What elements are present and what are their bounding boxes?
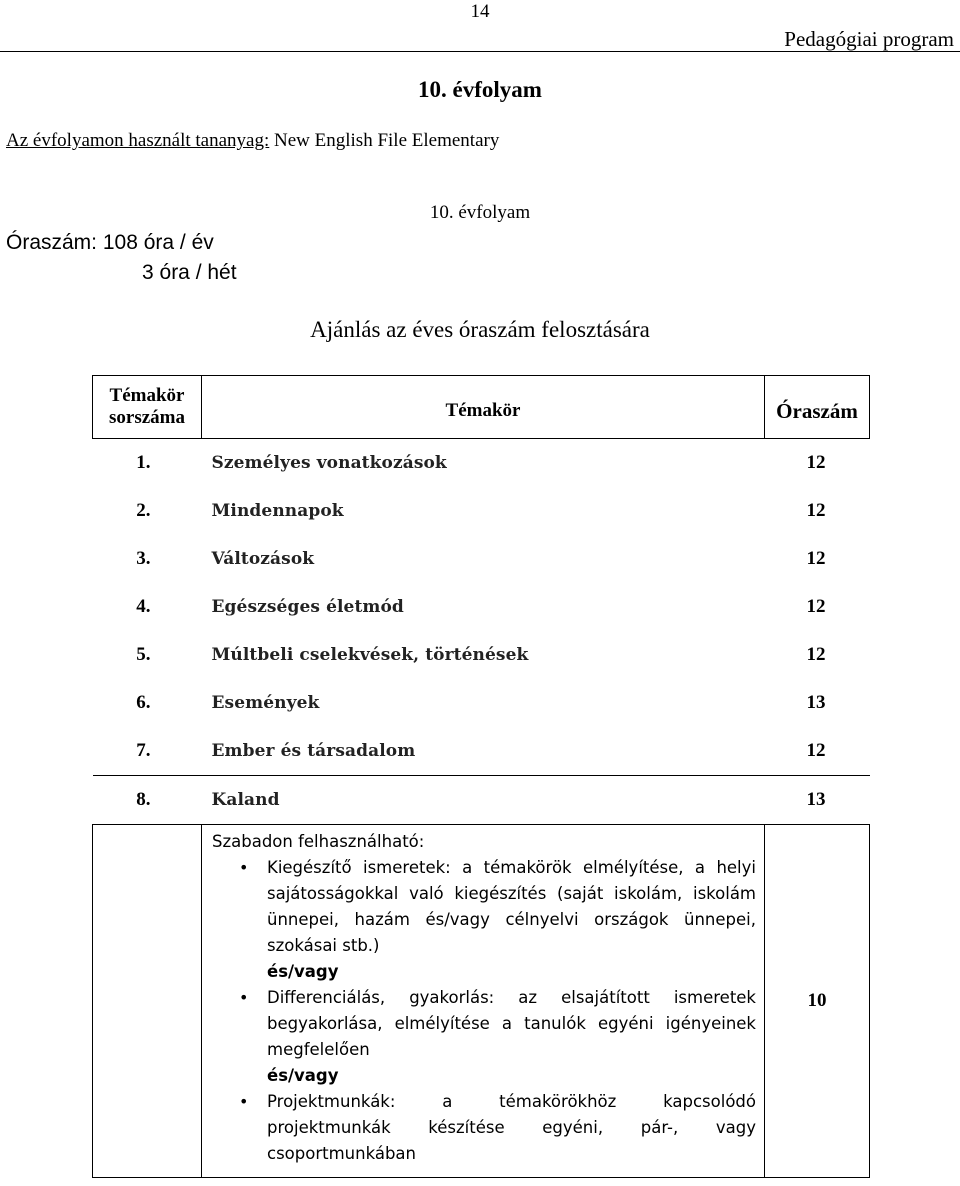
row-num: 3. (136, 548, 151, 569)
row-num: 7. (136, 740, 151, 761)
row-topic: Mindennapok (211, 501, 344, 521)
free-use-hours: 10 (765, 825, 870, 1178)
free-use-row (93, 825, 870, 1178)
row-topic: Események (211, 693, 320, 713)
free-use-item-text: Projektmunkák: a témakörökhöz kapcsolódó projektmunkák készítése egyéni, pár-, vagy csoportmunkában (267, 1092, 756, 1163)
list-item (212, 1089, 756, 1167)
material-value: New English File Elementary (269, 130, 500, 151)
row-hours: 13 (765, 776, 870, 825)
free-use-list (212, 855, 756, 959)
header-hours: Óraszám (765, 376, 870, 439)
row-num: 4. (136, 596, 151, 617)
bullet-icon: • (239, 1092, 249, 1111)
row-hours: 12 (806, 452, 826, 473)
grade-title: 10. évfolyam (418, 77, 542, 102)
bullet-icon: • (239, 858, 249, 877)
row-hours: 12 (806, 740, 826, 761)
free-use-num-cell (93, 825, 202, 1178)
list-item (212, 855, 756, 959)
list-item (212, 985, 756, 1063)
table-row (93, 679, 870, 727)
table-row (93, 439, 870, 488)
free-use-or: és/vagy (267, 1066, 339, 1085)
row-hours: 12 (806, 548, 826, 569)
bullet-icon: • (239, 988, 249, 1007)
material-label: Az évfolyamon használt tananyag: (6, 130, 270, 151)
free-use-heading: Szabadon felhasználható: (212, 832, 425, 851)
table-row (93, 583, 870, 631)
row-hours: 12 (806, 596, 826, 617)
free-use-cell (202, 825, 765, 1178)
table-row (93, 535, 870, 583)
row-num: 2. (136, 500, 151, 521)
free-use-list (212, 985, 756, 1063)
table-row (93, 776, 870, 825)
page-number: 14 (470, 1, 490, 22)
row-topic: Kaland (202, 776, 765, 825)
free-use-item-text: Kiegészítő ismeretek: a témakörök elmélyítése, a helyi sajátosságokkal való kiegészítés (saját iskolám, iskolám ünnepei, hazám és/vagy célnyelvi országok ünnepei, szokásai stb.) (267, 858, 756, 955)
free-use-or: és/vagy (267, 962, 339, 981)
row-num: 1. (136, 452, 151, 473)
table-row (93, 631, 870, 679)
row-topic: Ember és társadalom (211, 741, 416, 761)
free-use-list (212, 1089, 756, 1167)
row-topic: Egészséges életmód (211, 597, 404, 617)
row-num: 8. (93, 776, 202, 825)
row-topic: Változások (211, 549, 315, 569)
header-num: Témakör sorszáma (93, 376, 202, 439)
hours-table (92, 375, 870, 1178)
table-row (93, 487, 870, 535)
header-title: Pedagógiai program (784, 27, 954, 51)
table-header-row (93, 376, 870, 439)
hours-per-week: 3 óra / hét (142, 261, 237, 284)
hours-per-year: Óraszám: 108 óra / év (6, 231, 214, 254)
row-topic: Múltbeli cselekvések, történések (211, 645, 529, 665)
material-line (6, 128, 499, 154)
table-title: Ajánlás az éves óraszám felosztására (310, 317, 650, 342)
grade-subtitle: 10. évfolyam (429, 202, 531, 223)
row-num: 5. (136, 644, 151, 665)
row-hours: 12 (806, 644, 826, 665)
table-row (93, 727, 870, 776)
row-hours: 13 (806, 692, 826, 713)
row-num: 6. (136, 692, 151, 713)
row-hours: 12 (806, 500, 826, 521)
free-use-item-text: Differenciálás, gyakorlás: az elsajátított ismeretek begyakorlása, elmélyítése a tanulók egyéni igényeinek megfelelően (267, 988, 756, 1059)
row-topic: Személyes vonatkozások (211, 453, 447, 473)
header-rule (0, 51, 960, 52)
header-topic: Témakör (202, 376, 765, 439)
